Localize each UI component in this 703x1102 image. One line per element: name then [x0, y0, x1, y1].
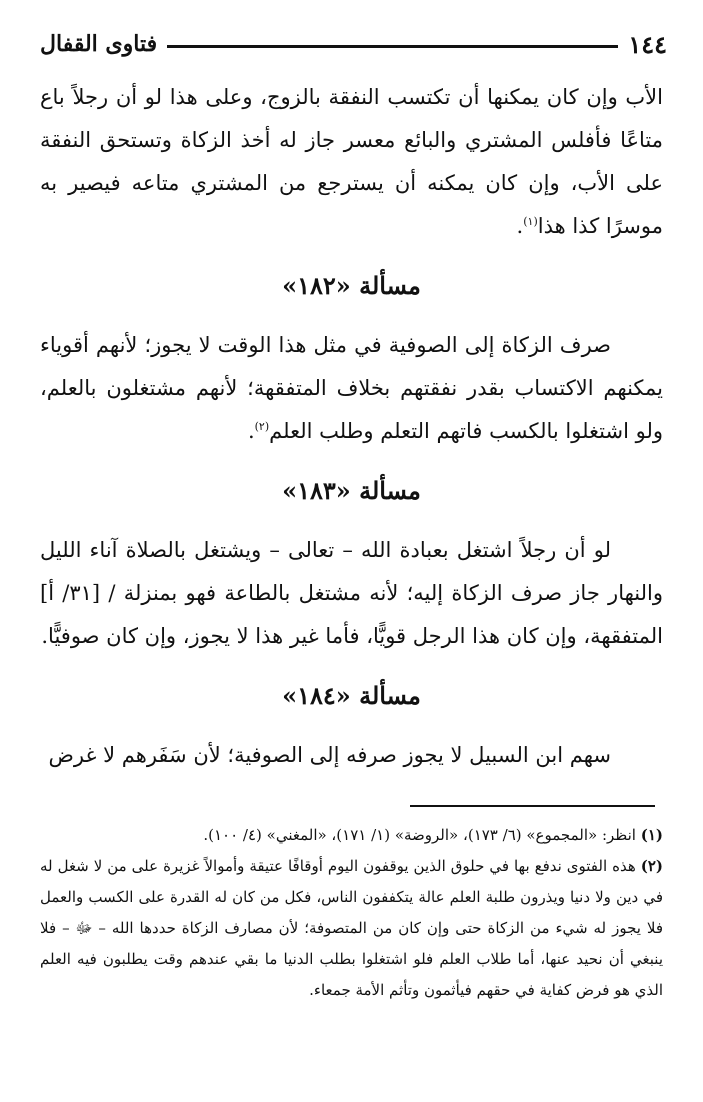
footnote-2: (٢) هذه الفتوى ندفع بها في حلوق الذين يوقفون اليوم أوقافًا عتيقة وأموالاً غزيرة على من لا شغل له في دين ولا دنيا ويذرون طلبة العلم عالة يتكففون الناس، فكل من كان له القدرة على الكسب والعمل فلا يجوز له شيء من الزكاة حتى وإن كان من المتصوفة؛ لأن مصارف الزكاة حددها الله – ﷻ – فلا ينبغي أن نحيد عنها، أما طلاب العلم فلو اشتغلوا بطلب الدنيا ما بقي عندهم وقت يطلبون فيه العلم الذي هو فرض كفاية في حقهم فيأثمون وتأثم الأمة جمعاء. — [40, 857, 663, 999]
main-text — [40, 76, 663, 777]
page-number: ١٤٤ — [628, 29, 667, 59]
book-title: فتاوى القفال — [40, 31, 158, 57]
footnote-1: (١) انظر: «المجموع» (٦/ ١٧٣)، «الروضة» (١/ ١٧١)، «المغني» (٤/ ١٠٠). — [203, 826, 663, 844]
masala-183-text: لو أن رجلاً اشتغل بعبادة الله – تعالى – ويشتغل بالصلاة آناء الليل والنهار جاز صرف الزكاة إليه؛ لأنه مشتغل بالطاعة فهو بمنزلة / [٣١/ أ] المتفقهة، وإن كان هذا الرجل قويًّا، فأما غير هذا لا يجوز، وإن كان صوفيًّا. — [40, 538, 663, 648]
page-header — [40, 26, 667, 62]
footnote-rule — [410, 805, 655, 807]
paragraph-continued: الأب وإن كان يمكنها أن تكتسب النفقة بالزوج، وعلى هذا لو أن رجلاً باع متاعًا فأفلس المشتري والبائع معسر جاز له أخذ الزكاة وتستحق النفقة على الأب، وإن كان يمكنه أن يسترجع من المشتري متاعه فيصير به موسرًا كذا هذا$^{(١)}$. — [40, 85, 663, 238]
masala-184-heading: مسألة «١٨٤» — [282, 681, 421, 710]
footnote-ref-1: (١) — [523, 215, 538, 228]
masala-184-text: سهم ابن السبيل لا يجوز صرفه إلى الصوفية؛ لأن سَفَرهم لا غرض — [48, 743, 611, 767]
masala-182-text: صرف الزكاة إلى الصوفية في مثل هذا الوقت لا يجوز؛ لأنهم أقوياء يمكنهم الاكتساب بقدر نفقتهم بخلاف المتفقهة؛ لأنهم مشتغلون بالعلم، ولو اشتغلوا بالكسب فاتهم التعلم وطلب العلم$^{(٢)}$. — [40, 333, 663, 443]
masala-182-heading: مسألة «١٨٢» — [282, 271, 421, 300]
footnotes — [40, 820, 663, 1006]
footnote-ref-2: (٢) — [254, 420, 270, 433]
header-rule — [167, 45, 618, 48]
masala-183-heading: مسألة «١٨٣» — [282, 476, 421, 505]
